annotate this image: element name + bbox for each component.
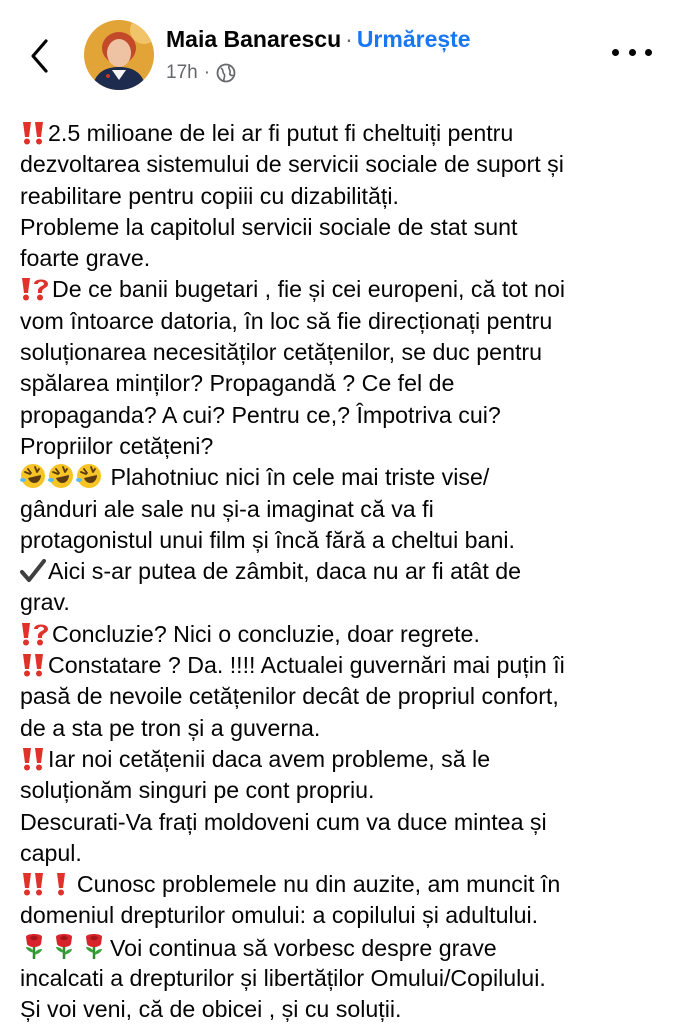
post-line: incalcati a drepturilor și libertăților Omului/Copilului. — [20, 965, 546, 992]
post-line: De ce banii bugetari , fie și cei europeni, că tot noi — [20, 274, 668, 305]
author-name[interactable]: Maia Banarescu — [166, 26, 342, 52]
rolling-on-floor-laughing-emoji — [20, 463, 46, 489]
post-line: Și voi veni, că de obicei , și cu soluții. — [20, 996, 402, 1023]
post-line: spălarea minților? Propagandă ? Ce fel de — [20, 370, 455, 397]
rolling-on-floor-laughing-emoji — [76, 463, 102, 489]
post-line: Iar noi cetățenii daca avem probleme, să le — [20, 744, 668, 775]
post-line: soluționarea necesităților cetățenilor, se duc pentru — [20, 339, 543, 366]
check-mark-emoji — [20, 559, 46, 583]
rose-emoji — [80, 932, 108, 960]
post-line: Propriilor cetățeni? — [20, 432, 214, 459]
chevron-left-icon — [29, 38, 51, 74]
more-options-button[interactable] — [612, 42, 652, 62]
author-line — [166, 26, 471, 53]
post-line: Aici s-ar putea de zâmbit, daca nu ar fi atât de — [20, 556, 668, 587]
post-meta — [166, 62, 236, 84]
post-line: domeniul drepturilor omului: a copilului și adultului. — [20, 902, 539, 929]
post-line: Probleme la capitolul servicii sociale de stat sunt — [20, 213, 518, 240]
more-options-icon — [645, 49, 652, 56]
more-options-icon — [612, 49, 619, 56]
avatar[interactable] — [84, 20, 154, 90]
post-line: gânduri ale sale nu și-a imaginat că va fi — [20, 495, 434, 522]
double-exclamation-emoji — [20, 653, 46, 677]
double-exclamation-emoji — [20, 747, 46, 771]
rolling-on-floor-laughing-emoji — [48, 463, 74, 489]
post-line: Constatare ? Da. !!!! Actualei guvernări mai puțin îi — [20, 650, 668, 681]
follow-button[interactable]: Urmărește — [356, 26, 471, 52]
double-exclamation-emoji — [20, 121, 46, 145]
double-exclamation-emoji — [20, 872, 46, 896]
post-line: protagonistul unui film și încă fără a cheltui bani. — [20, 526, 515, 553]
post-line: Plahotniuc nici în cele mai triste vise/ — [20, 462, 668, 493]
avatar-photo — [84, 20, 154, 90]
post-line: grav. — [20, 589, 70, 616]
post-line: capul. — [20, 839, 82, 866]
post-line: Descurati-Va frați moldoveni cum va duce mintea și — [20, 808, 547, 835]
exclamation-question-emoji — [20, 622, 50, 646]
exclamation-question-emoji — [20, 277, 50, 301]
post-line: dezvoltarea sistemului de servicii sociale de suport și — [20, 151, 564, 178]
post-line: Voi continua să vorbesc despre grave — [20, 932, 668, 963]
more-options-icon — [629, 49, 636, 56]
post-line: Cunosc problemele nu din auzite, am muncit în — [20, 869, 668, 900]
exclamation-emoji — [54, 872, 68, 896]
post-text — [20, 118, 668, 1026]
globe-icon — [216, 63, 236, 83]
meta-separator: · — [203, 62, 211, 83]
back-button[interactable] — [22, 34, 58, 78]
post-line: vom întoarce datoria, în loc să fie direcționați pentru — [20, 307, 553, 334]
post-line: reabilitare pentru copiii cu dizabilități. — [20, 182, 399, 209]
post-line: soluționăm singuri pe cont propriu. — [20, 777, 375, 804]
post-time[interactable]: 17h — [166, 62, 198, 83]
rose-emoji — [50, 932, 78, 960]
post-line: de a sta pe tron și a guverna. — [20, 714, 321, 741]
post-line: pasă de nevoile cetățenilor decât de propriul confort, — [20, 683, 559, 710]
post-line: 2.5 milioane de lei ar fi putut fi cheltuiți pentru — [20, 118, 668, 149]
post-line: propaganda? A cui? Pentru ce,? Împotriva cui? — [20, 401, 501, 428]
separator: · — [345, 26, 353, 52]
rose-emoji — [20, 932, 48, 960]
post-header — [0, 0, 673, 110]
post-line: Concluzie? Nici o concluzie, doar regrete. — [20, 619, 668, 650]
post-line: foarte grave. — [20, 245, 151, 272]
